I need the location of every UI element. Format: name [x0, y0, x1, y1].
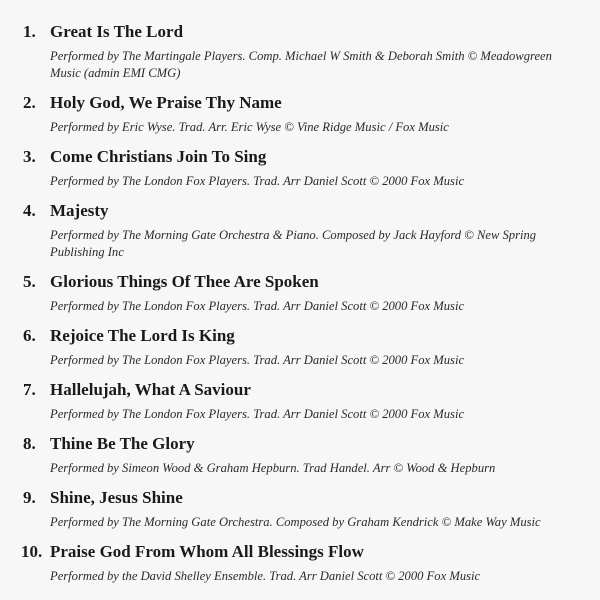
- track-credit: Performed by The London Fox Players. Trad. Arr Daniel Scott © 2000 Fox Music: [50, 174, 465, 188]
- track-credit: Performed by the David Shelley Ensemble. Trad. Arr Daniel Scott © 2000 Fox Music: [50, 569, 481, 583]
- track-list: [0, 22, 600, 596]
- track-item: [0, 201, 600, 261]
- track-number: 7.: [23, 380, 36, 399]
- track-credit: Performed by The Morning Gate Orchestra. Composed by Graham Kendrick © Make Way Music: [50, 515, 541, 529]
- track-number: 8.: [23, 434, 36, 453]
- track-credit: Performed by The London Fox Players. Trad. Arr Daniel Scott © 2000 Fox Music: [50, 299, 465, 313]
- track-item: [0, 380, 600, 423]
- track-title: Praise God From Whom All Blessings Flow: [50, 542, 364, 561]
- track-credit: Performed by Simeon Wood & Graham Hepburn. Trad Handel. Arr © Wood & Hepburn: [50, 461, 496, 475]
- track-number: 5.: [23, 272, 36, 291]
- track-number: 3.: [23, 147, 36, 166]
- track-item: [0, 93, 600, 136]
- track-title: Glorious Things Of Thee Are Spoken: [50, 272, 319, 291]
- track-item: [0, 22, 600, 82]
- track-title: Holy God, We Praise Thy Name: [50, 93, 282, 112]
- track-title: Shine, Jesus Shine: [50, 488, 183, 507]
- track-number: 10.: [21, 542, 43, 561]
- track-credit: Performed by The London Fox Players. Trad. Arr Daniel Scott © 2000 Fox Music: [50, 407, 465, 421]
- track-credit: Performed by The London Fox Players. Trad. Arr Daniel Scott © 2000 Fox Music: [50, 353, 465, 367]
- track-number: 2.: [23, 93, 36, 112]
- track-item: [0, 434, 600, 477]
- track-title: Great Is The Lord: [50, 22, 184, 41]
- track-title: Hallelujah, What A Saviour: [50, 380, 251, 399]
- track-item: [0, 326, 600, 369]
- track-credit: Performed by The Martingale Players. Comp. Michael W Smith & Deborah Smith © Meadowgreen Music (admin EMI CMG): [50, 49, 552, 80]
- track-title: Come Christians Join To Sing: [50, 147, 267, 166]
- track-credit: Performed by Eric Wyse. Trad. Arr. Eric Wyse © Vine Ridge Music / Fox Music: [50, 120, 449, 134]
- track-number: 1.: [23, 22, 36, 41]
- track-item: [0, 147, 600, 190]
- track-title: Rejoice The Lord Is King: [50, 326, 235, 345]
- track-number: 4.: [23, 201, 36, 220]
- track-item: [0, 542, 600, 585]
- track-number: 9.: [23, 488, 36, 507]
- track-item: [0, 272, 600, 315]
- track-title: Majesty: [50, 201, 109, 220]
- track-credit: Performed by The Morning Gate Orchestra & Piano. Composed by Jack Hayford © New Spring Publishing Inc: [50, 228, 537, 259]
- track-number: 6.: [23, 326, 36, 345]
- track-item: [0, 488, 600, 531]
- track-title: Thine Be The Glory: [50, 434, 195, 453]
